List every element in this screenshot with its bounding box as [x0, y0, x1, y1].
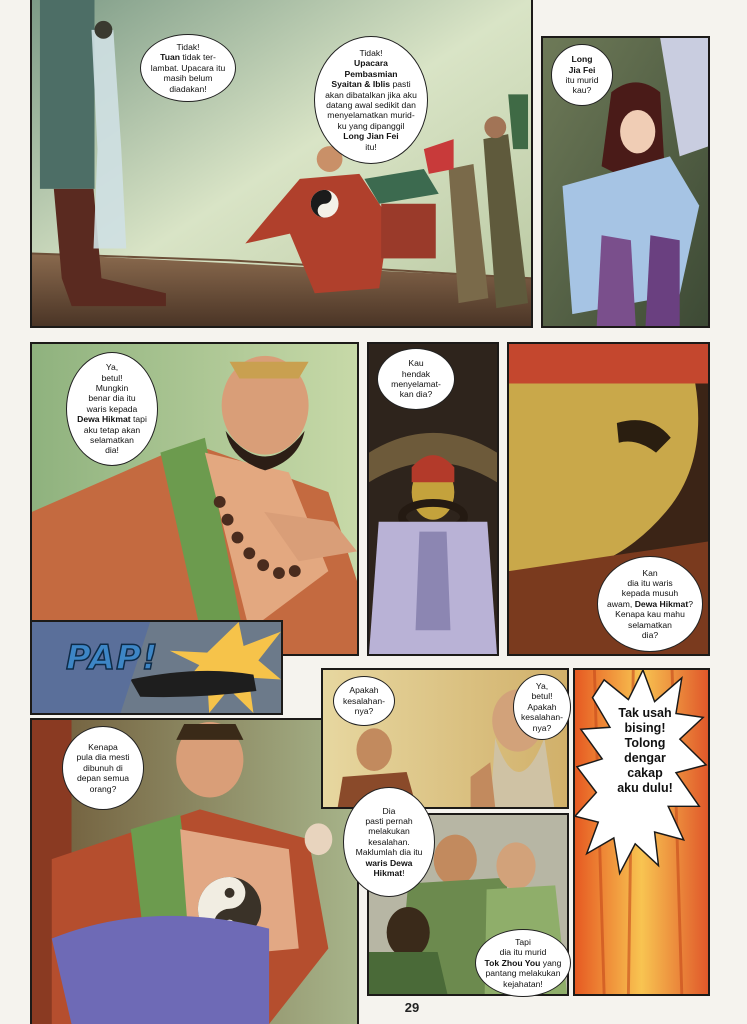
dia-pasti-bubble-line — [373, 868, 404, 878]
bearded-man-bubble-line — [90, 435, 134, 445]
bearded-man-bubble-line — [87, 404, 138, 414]
masked-figure-bubble-line — [400, 389, 433, 399]
dia-pasti-bubble-line — [365, 816, 412, 826]
mask-closeup-bubble-line — [615, 609, 685, 619]
tapi-bubble-text: yang — [540, 957, 562, 968]
panel-bearded-man-laughing — [30, 342, 359, 656]
procession-center-bubble-line — [338, 121, 405, 131]
procession-left-bubble-line — [169, 84, 206, 94]
tapi-bubble-text: Tok Zhou You — [484, 957, 541, 968]
panel-masked-figure — [367, 342, 499, 656]
panel-shout — [573, 668, 710, 996]
procession-center-bubble-line — [344, 69, 397, 79]
mask-closeup-bubble-text: dia itu waris — [627, 577, 673, 588]
bearded-man-bubble-text: dia! — [105, 445, 119, 456]
panel-man-thinking — [30, 718, 359, 1024]
mask-closeup-bubble-text: Kenapa kau mahu — [615, 609, 685, 620]
ya-betul-bubble-text: betul! — [531, 691, 553, 702]
mask-closeup-bubble-text: awam, — [607, 598, 635, 609]
masked-figure-bubble-line — [391, 379, 441, 389]
man-thinking-bubble-line — [76, 752, 129, 762]
ya-betul-bubble-line — [527, 702, 556, 712]
mask-closeup-bubble-text: selamatkan — [628, 619, 672, 630]
mask-closeup-bubble-line — [628, 620, 672, 630]
procession-left-bubble-text: lambat. Upacara itu — [150, 62, 226, 73]
shout-line: aku dulu! — [617, 781, 673, 795]
mask-closeup-bubble-line — [622, 588, 678, 598]
apakah-bubble-text: nya? — [354, 706, 374, 717]
man-thinking-bubble-text: orang? — [89, 783, 117, 794]
ya-betul-bubble-text: kesalahan- — [520, 712, 564, 723]
girl-bubble-line — [566, 75, 599, 85]
masked-figure-bubble-text: hendak — [401, 368, 431, 379]
dia-pasti-bubble-line — [368, 826, 410, 836]
shout-line: Tak usah — [618, 706, 672, 720]
page-number: 29 — [404, 1000, 420, 1015]
dia-pasti-bubble-text: kesalahan. — [368, 836, 410, 847]
apakah-bubble-line — [355, 706, 374, 716]
speech-bubble-girl-panel — [551, 44, 613, 106]
masked-figure-bubble-line — [402, 369, 430, 379]
procession-center-bubble-text: Upacara — [354, 58, 388, 69]
masked-figure-bubble-text: kan dia? — [399, 389, 433, 400]
tapi-bubble-text: kejahatan! — [503, 978, 543, 989]
panel-group-men — [355, 805, 569, 996]
shout-line: Tolong — [624, 736, 666, 750]
procession-left-bubble-line — [176, 42, 199, 52]
bearded-man-bubble-text: selamatkan — [90, 435, 134, 446]
procession-center-bubble-line — [326, 100, 416, 110]
dia-pasti-bubble-line — [368, 837, 410, 847]
mask-closeup-bubble-text: ? — [688, 598, 693, 609]
girl-bubble-text: itu murid — [565, 75, 599, 85]
dia-pasti-bubble-text: pasti pernah — [365, 815, 413, 826]
ya-betul-bubble-line — [533, 723, 552, 733]
bearded-man-bubble-text: Dewa Hikmat — [77, 414, 131, 425]
mask-closeup-bubble-line — [642, 568, 657, 578]
bearded-man-bubble-text: tapi — [130, 414, 147, 425]
tapi-bubble-text: dia itu murid — [499, 947, 547, 958]
bearded-man-bubble-line — [96, 383, 128, 393]
dia-pasti-bubble-line — [383, 806, 396, 816]
procession-center-bubble-line — [325, 90, 417, 100]
man-thinking-bubble-text: pula dia mesti — [76, 752, 130, 763]
speech-bubble-procession-center — [314, 36, 428, 164]
procession-center-bubble-text: datang awal sedikit dan — [326, 100, 416, 110]
mask-closeup-bubble-line — [642, 630, 658, 640]
speech-bubble-man-thinking — [62, 726, 144, 810]
girl-bubble-line — [569, 65, 596, 75]
tapi-bubble-line — [485, 968, 560, 978]
procession-center-bubble-text: Long Jian Fei — [343, 131, 399, 142]
dia-pasti-bubble-text: waris Dewa — [365, 857, 413, 868]
speech-bubble-masked-figure — [377, 348, 455, 410]
bearded-man-bubble-text: betul! — [101, 372, 123, 383]
masked-figure-bubble-text: menyelamat- — [391, 379, 441, 389]
dia-pasti-bubble-line — [356, 847, 423, 857]
ya-betul-bubble-text: Ya, — [535, 680, 549, 691]
procession-center-bubble-line — [343, 131, 398, 141]
procession-center-bubble-line — [331, 79, 410, 89]
sound-effect-pap: PAP! — [66, 638, 159, 678]
bearded-man-bubble-text: Mungkin — [95, 382, 129, 393]
man-thinking-bubble-text: depan semua — [76, 773, 130, 784]
procession-illustration — [32, 0, 531, 326]
dia-pasti-bubble-text: Hikmat — [373, 868, 403, 879]
speech-bubble-apakah-kesalahan — [333, 676, 395, 726]
tapi-bubble-text: Tapi — [515, 936, 531, 947]
speech-bubble-mask-closeup — [597, 556, 703, 652]
tapi-bubble-line — [503, 979, 543, 989]
shout-line: bising! — [624, 721, 666, 735]
panel-slap — [30, 620, 283, 715]
bearded-man-bubble-line — [105, 445, 119, 455]
speech-bubble-ya-betul — [513, 674, 571, 740]
tapi-bubble-line — [485, 958, 562, 968]
procession-center-bubble-line — [365, 142, 376, 152]
apakah-bubble-line — [349, 685, 378, 695]
masked-figure-bubble-line — [408, 358, 423, 368]
dia-pasti-bubble-text: Dia — [382, 805, 396, 816]
shout-line: dengar — [624, 751, 666, 765]
girl-bubble-text: kau? — [572, 85, 592, 96]
speech-bubble-procession-left — [140, 34, 236, 102]
speech-bubble-dia-pasti — [343, 787, 435, 897]
bearded-man-bubble-text: aku tetap akan — [83, 424, 141, 435]
procession-center-bubble-text: pasti — [390, 79, 411, 90]
man-thinking-bubble-line — [90, 784, 117, 794]
bearded-man-bubble-line — [106, 362, 118, 372]
dia-pasti-bubble-text: Maklumlah dia itu — [355, 847, 423, 858]
panel-girl — [541, 36, 710, 328]
ya-betul-bubble-line — [521, 712, 563, 722]
procession-center-bubble-line — [327, 110, 414, 120]
panel-mask-closeup — [507, 342, 710, 656]
procession-center-bubble-text: Tidak! — [359, 47, 383, 58]
man-thinking-bubble-line — [83, 763, 123, 773]
ya-betul-bubble-line — [536, 681, 548, 691]
man-thinking-bubble-text: Kenapa — [88, 741, 118, 752]
procession-left-bubble-line — [164, 73, 213, 83]
bearded-man-bubble-line — [101, 373, 122, 383]
ya-betul-bubble-text: Apakah — [527, 701, 557, 712]
procession-center-bubble-text: akan dibatalkan jika aku — [325, 89, 417, 100]
man-thinking-bubble-text: dibunuh di — [83, 762, 123, 773]
man-thinking-bubble-line — [88, 742, 118, 752]
masked-figure-bubble-text: Kau — [408, 358, 424, 369]
bearded-man-bubble-line — [88, 393, 135, 403]
apakah-bubble-text: Apakah — [349, 685, 379, 696]
speech-bubble-bearded-man — [66, 352, 158, 466]
shout-text — [603, 706, 687, 796]
procession-center-bubble-text: ku yang dipanggil — [337, 120, 405, 131]
procession-center-bubble-line — [354, 58, 388, 68]
dia-pasti-bubble-text: melakukan — [368, 826, 410, 837]
tapi-bubble-line — [500, 947, 547, 957]
procession-left-bubble-line — [151, 63, 226, 73]
procession-left-bubble-text: Tidak! — [176, 41, 200, 52]
mask-closeup-bubble-text: Dewa Hikmat — [634, 598, 689, 609]
girl-bubble-text: Jia Fei — [568, 64, 596, 75]
procession-center-bubble-text: Syaitan & Iblis — [331, 79, 391, 90]
bearded-man-bubble-text: Ya, — [105, 362, 119, 373]
procession-center-bubble-line — [359, 48, 382, 58]
bearded-man-bubble-line — [77, 414, 147, 424]
speech-bubble-tapi-murid — [475, 929, 571, 997]
shout-line: cakap — [627, 766, 663, 780]
apakah-bubble-line — [343, 696, 385, 706]
procession-left-bubble-text: diadakan! — [169, 83, 207, 94]
mask-closeup-bubble-text: Kan — [642, 567, 658, 578]
procession-left-bubble-line — [160, 52, 216, 62]
tapi-bubble-line — [515, 937, 531, 947]
bearded-man-bubble-text: benar dia itu — [88, 393, 136, 404]
dia-pasti-bubble-text: ! — [402, 868, 405, 879]
ya-betul-bubble-line — [531, 691, 552, 701]
procession-left-bubble-text: masih belum — [163, 73, 213, 84]
procession-center-bubble-text: Pembasmian — [344, 68, 398, 79]
procession-left-bubble-text: tidak ter- — [180, 52, 216, 63]
procession-center-bubble-text: menyelamatkan murid- — [327, 110, 415, 121]
bearded-man-bubble-text: waris kepada — [86, 403, 138, 414]
tapi-bubble-text: pantang melakukan — [485, 968, 561, 979]
girl-bubble-text: Long — [571, 54, 593, 65]
panel-procession — [30, 0, 533, 328]
panel-two-men — [321, 668, 569, 809]
procession-center-bubble-text: itu! — [365, 141, 377, 152]
mask-closeup-bubble-line — [607, 599, 693, 609]
girl-bubble-line — [573, 85, 592, 95]
ya-betul-bubble-text: nya? — [532, 722, 552, 733]
bearded-man-bubble-line — [84, 425, 140, 435]
mask-closeup-bubble-text: dia? — [641, 630, 659, 641]
procession-left-bubble-text: Tuan — [160, 52, 181, 63]
mask-closeup-bubble-line — [627, 578, 672, 588]
dia-pasti-bubble-line — [366, 858, 413, 868]
man-thinking-bubble-line — [77, 773, 129, 783]
mask-closeup-bubble-text: kepada musuh — [621, 588, 679, 599]
apakah-bubble-text: kesalahan- — [342, 695, 386, 706]
girl-bubble-line — [572, 54, 593, 64]
